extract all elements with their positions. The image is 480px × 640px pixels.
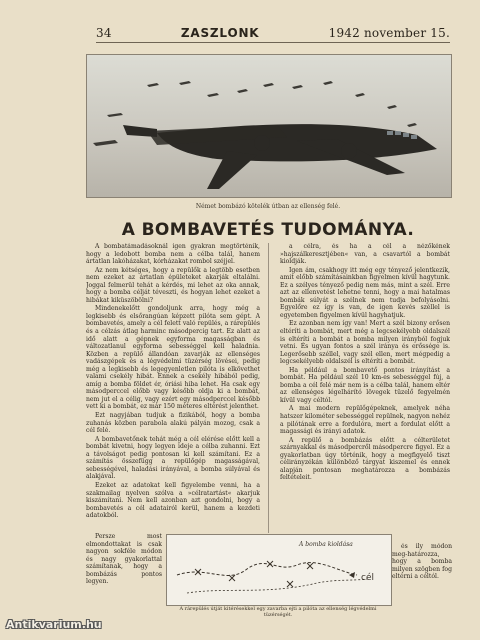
map-caption: A rárepülés útját kitérésekkel egy zavarba ejti a pilóta az ellenség légvédelmi tüzérségét. [179,606,377,618]
bomb-route-map [166,534,392,606]
paragraph: A bombavetőnek tehát még a cél elérése előtt kell a bombát kivetni, hogy legyen ideje a célba zuhanni. Ezt a távolságot pedig pontosan ki kell számítani. Ez a számítás összefügg a repülőgép magasságával, sebességével, haladási irányával, a bomba súlyával és alakjával. [86,435,260,481]
paragraph: Ez azonban nem így van! Mert a szél bizony erősen eltéríti a bombát, mert még a legcsekélyebb oldalszél is eltéríti a bombát a bomba milyen irányból fogjuk vetni. És ugyan fontos a szél iránya és erőssége is. Legerősebb széllel, vagy szél ellen, mert mégpedig a legcsekélyebb oldalszél is eltéríti a bombát. [280,320,450,366]
issue-date: 1942 november 15. [328,26,450,40]
page-header [96,22,450,43]
article-headline: A BOMBAVETÉS TUDOMÁNYA. [121,220,415,240]
route-map-illustration [167,535,391,605]
paragraph: A mai modern repülőgépeknek, amelyek néha hatszer kilométer sebességgel repülnek, nagyon nehéz a pilótának erre a fordulóra, mert a fordulat előtt a magassági és irányi adatok. [280,405,450,436]
paragraph: Ezt nagyjában tudjuk a fizikából, hogy a bomba zuhanás közben parabola alakú pályán mozog, csak a cél felé. [86,412,260,435]
paragraph: Ha például a bombavető pontos irányítást a bombát. Ha például szél 10 km-es sebességgel fúj, a bomba a cél felé már nem is a célba talál, hanem eltér az ellenséges légelhárító lövegek tüzelő fegyelmén kívül vagy céltól. [280,366,450,404]
paragraph: A repülő a bombázás előtt a célterületet szárnyakkal és másodpercről másodpercre figyel. Ez a gyakorlatban úgy történik, hogy a megfigyelő tiszt célirányzékán különböző tárgyat kiszemel és ennek alapján pontosan meghatározza a bombázás feltételeit. [280,436,450,482]
paragraph: Az nem kétséges, hogy a repülők a legtöbb esetben nem ezeket az ártatlan épületeket akarják eltalálni. Joggal felmerül tehát a kérdés, mi lehet az oka annak, hogy a bomba célját téveszti, és hogyan lehet ezeket a hibákat kiküszöbölni? [86,266,260,304]
paragraph: A bombatámadásoknál igen gyakran megtörténik, hogy a ledobott bomba nem a célba talál, hanem ártatlan lakóházakat, kórházakat rombol széjjel. [86,243,260,266]
paragraph: és ily módon meg-határozza, hogy a bomba milyen szögben fog eltérni a céltól. [392,543,452,581]
page-number: 34 [96,26,112,40]
watermark: Antikvarium.hu [6,618,102,631]
bomber-formation-photo [86,54,452,198]
paragraph: Mindenekelőtt gondoljunk arra, hogy még a legkisebb és elsőrangúan képzett pilóta sem gépt. A bombavetés, amely a cél felett való repülés, a rárepülés és a célzás átlag harminc másodpercig tart. Ez alatt az idő alatt a gépnek egyforma magasságban és változatlanul egyforma sebességgel kell haladnia. Közben a repülő állandóan zavarják az ellenséges vadászgépek és a légvédelmi tüzérség lövései, pedig még a legkisebb és legegyenletlen pilóta is elkövethet valami csekély hibát. Ennek a csekély hibából pedig, amíg a bomba földet ér, óriási hiba lehet. Ha csak egy másodperccel előbb vagy később oldja ki a bombát, nem jut el a célig, vagy ezért egy másodperccel később vett ki a bombát, ez már 150 méteres eltérést jelenthet. [86,305,260,411]
paragraph: a célra, és ha a cél a nézőkének »hajszálkeresztjében« van, a csavartól a bombát kioldják. [280,243,450,266]
column-divider [268,243,269,533]
photo-caption: Német bombázó kötelék útban az ellenség felé. [195,203,341,210]
paragraph: Igen ám, csakhogy itt még egy tényező jelentkezik, amit előbb számításainkban figyelmen kívül hagytunk. Ez a szélyes tényező pedig nem más, mint a szél. Erre azt az ellenvetést lehetne tenni, hogy a mai hatalmas bombák súlyát a szélnek nem tudja befolyásolni. Egyelőre ez így is van, de igen kevés széllel is egyetemben figyelmen kívül hagyhatjuk. [280,266,450,319]
article-column-bottom-left [86,533,162,597]
magazine-title: ZASZLONK [180,26,260,40]
article-column-right [280,243,450,543]
bomber-formation-illustration [87,55,451,197]
article-column-left [86,243,260,533]
target-label: cél [361,573,374,583]
article-column-bottom-right [392,543,452,600]
route-label: A bomba kioldása [299,541,353,548]
paragraph: Ezeket az adatokat kell figyelembe venni, ha a szakmailag nyelven szólva a »célratartást« akarjuk kiszámítani. Nem kell azonban azt gondolni, hogy a bombavetés a cél adatairól kerül, hanem a kezdeti adatokból. [86,481,260,520]
paragraph: Persze most elmondottakat is csak nagyon sokféle módon és nagy gyakorlattal számítanak, hogy a bombázás pontos legyen. [86,533,162,586]
